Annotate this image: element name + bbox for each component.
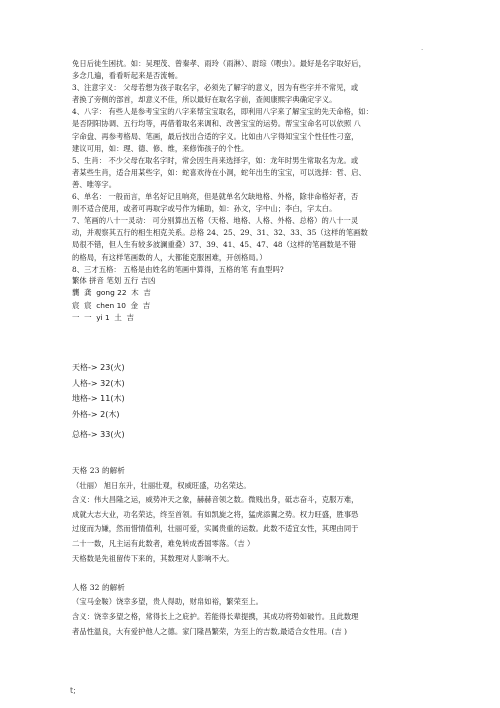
grid-row-ren bbox=[72, 376, 452, 392]
footer-mark: t; bbox=[70, 686, 76, 695]
table-header-cell: 繁体 bbox=[72, 276, 87, 285]
table-cell: gong bbox=[96, 288, 115, 298]
text-line: 则不适合使用，或者可再取字或号作为辅助，如：孙文，字中山；李白，字太白。 bbox=[72, 204, 337, 214]
table-header bbox=[72, 275, 452, 287]
grid-value: 2(木) bbox=[100, 409, 120, 419]
table-cell: 金 bbox=[130, 300, 139, 310]
text-line: 者某些生肖，适合用某些字，如：蛇喜欢待在小洞，蛇年出生的宝宝，可以选择：哲、启、 bbox=[72, 167, 366, 177]
table-header-cell: 吉凶 bbox=[140, 276, 156, 285]
grid-label: 人格-> bbox=[72, 378, 98, 388]
table-cell: 木 bbox=[131, 288, 139, 298]
grid-row-zong bbox=[72, 427, 452, 443]
text-line: 建议可用，如：理、德、修、维，来修饰孩子的个性。 bbox=[72, 143, 249, 153]
text-line: 多念几遍，看看听起来是否流畅。 bbox=[72, 71, 183, 81]
text-line: 3、注意字义： 父母若想为孩子取名字，必须先了解字的意义，因为有些字并不常见，或 bbox=[72, 83, 359, 93]
table-cell: 10 bbox=[116, 300, 126, 310]
table-cell: 一 bbox=[72, 312, 80, 322]
text-line: 者品性温良，大有爱护他人之德。家门隆昌繁荣，为至上的吉数,最适合女性用。(吉 ) bbox=[72, 626, 348, 636]
text-line: 天格数是先祖留传下来的，其数理对人影响不大。 bbox=[72, 553, 234, 563]
text-line: 过度而为嫌，然而惜情值利，壮丽可爱，实属贵重的运数。此数不适宜女性，其理由同于 bbox=[72, 524, 359, 534]
text-line: （壮丽） 旭日东升，壮丽壮观，权威旺盛，功名荣达。 bbox=[72, 480, 251, 490]
grid-row-tian bbox=[72, 360, 452, 376]
body-text bbox=[72, 58, 447, 276]
grid-value: 33(火) bbox=[100, 430, 125, 439]
text-line: 6、单名： 一般而言，单名好记且响亮，但是就单名欠缺地格、外格，除非命格好者，否 bbox=[72, 192, 359, 202]
grid-row-wai bbox=[72, 407, 452, 423]
text-line: 局很不错，但人生有较多波澜重叠）37、39、41、45、47、48（这样的笔画数是不错 bbox=[72, 240, 357, 250]
text-line: 免日后徒生困扰。如：吴理茂、曾秦孝、雨玲（雨淋）、尉琮（喂虫）。最好是名字取好后， bbox=[72, 59, 366, 68]
table-row bbox=[72, 287, 452, 299]
grid-label: 外格-> bbox=[72, 409, 98, 419]
grid-label: 地格-> bbox=[72, 394, 98, 403]
text-line: 含义：饶幸多望之格，常得长上之庇护。若能得长辈提携，其成功将势如破竹。且此数理 bbox=[72, 611, 359, 621]
corner-mark: . bbox=[421, 44, 424, 52]
total-grid bbox=[72, 427, 452, 443]
table-cell: 1 bbox=[105, 312, 110, 322]
section-heading: 人格 32 的解析 bbox=[72, 582, 125, 592]
grid-value: 11(木) bbox=[100, 394, 125, 403]
grid-label: 天格-> bbox=[72, 363, 98, 372]
text-line: 7、笔画的八十一灵动： 可分别算出五格（天格、地格、人格、外格、总格）的八十一灵 bbox=[72, 216, 359, 226]
text-line: 善、唯等字。 bbox=[72, 179, 117, 189]
text-line: 的格局，有这样笔画数的人，大都能克服困难，开创格局。） bbox=[72, 252, 267, 262]
table-header-cell: 拼音 bbox=[89, 276, 104, 285]
table-cell: 吉 bbox=[143, 288, 151, 298]
text-line: 成就大志大业，功名荣达，终至首领。有如凯旋之将，猛虎添翼之势。权力旺盛，胜事恐 bbox=[72, 509, 359, 519]
spacer-line bbox=[72, 566, 452, 581]
grid-label: 总格-> bbox=[72, 430, 98, 439]
table-row bbox=[72, 300, 452, 312]
grid-value: 32(木) bbox=[100, 378, 125, 388]
text-line: 8、三才五格： 五格是由姓名的笔画中算得，五格的笔 有血型吗? bbox=[72, 264, 284, 274]
grid-values bbox=[72, 360, 452, 422]
name-table bbox=[72, 275, 452, 324]
table-cell: 龚 bbox=[84, 288, 92, 298]
grid-value: 23(火) bbox=[100, 363, 125, 372]
grid-row-di bbox=[72, 391, 452, 407]
text-line: 含义：伟大昌隆之运，威势冲天之象，赫赫音领之数。微贱出身，砥志奋斗，克服万难， bbox=[72, 495, 359, 505]
table-cell: 土 bbox=[114, 312, 122, 322]
table-cell: 一 bbox=[84, 312, 92, 322]
table-cell: 龔 bbox=[72, 288, 80, 298]
table-header-cell: 笔划 bbox=[106, 276, 122, 285]
text-line: 字命盘、再参考格局、笔画，最后找出合适的字义。比如由八字得知宝宝个性任性刁蛮， bbox=[72, 131, 359, 141]
section-heading: 天格 23 的解析 bbox=[72, 466, 125, 475]
text-line: 5、生肖： 不少父母在取名字时，常会因生肖来选择字，如：龙年时男生常取名为龙。或 bbox=[72, 155, 359, 165]
table-cell: 吉 bbox=[142, 300, 151, 310]
text-line: 二十一数，凡主运有此数者，难免转成香国零落。（吉 ） bbox=[72, 538, 255, 548]
table-cell: chen bbox=[96, 300, 115, 310]
table-header-cell: 五行 bbox=[123, 276, 139, 285]
table-cell: 宸 bbox=[84, 300, 92, 310]
table-row bbox=[72, 312, 452, 324]
text-line: 者换了旁侧的部首，却意义不佳，所以最好在取名字前，查阅康熙字典确定字义。 bbox=[72, 95, 337, 105]
table-cell: 宸 bbox=[72, 300, 80, 310]
text-line: 4、八字： 有些人是参考宝宝的八字来帮宝宝取名，即利用八字来了解宝宝的先天命格，如： bbox=[72, 107, 373, 117]
analysis-section bbox=[72, 464, 452, 639]
table-cell: yi bbox=[96, 312, 103, 322]
table-cell: 吉 bbox=[126, 312, 134, 322]
text-line: 动，并观察其五行的相生相克关系。总格 24、25、29、31、32、33、35（这样的笔画数 bbox=[72, 228, 368, 238]
text-line: 是否阴阳协调、五行均等，再借着取名来调和、改善宝宝的运势。帮宝宝命名可以依照 八 bbox=[72, 119, 361, 129]
table-cell: 22 bbox=[117, 288, 127, 298]
text-line: （宝马金鞍）饶幸多望，贵人得助，财帛如裕，繁荣至上。 bbox=[72, 597, 264, 607]
